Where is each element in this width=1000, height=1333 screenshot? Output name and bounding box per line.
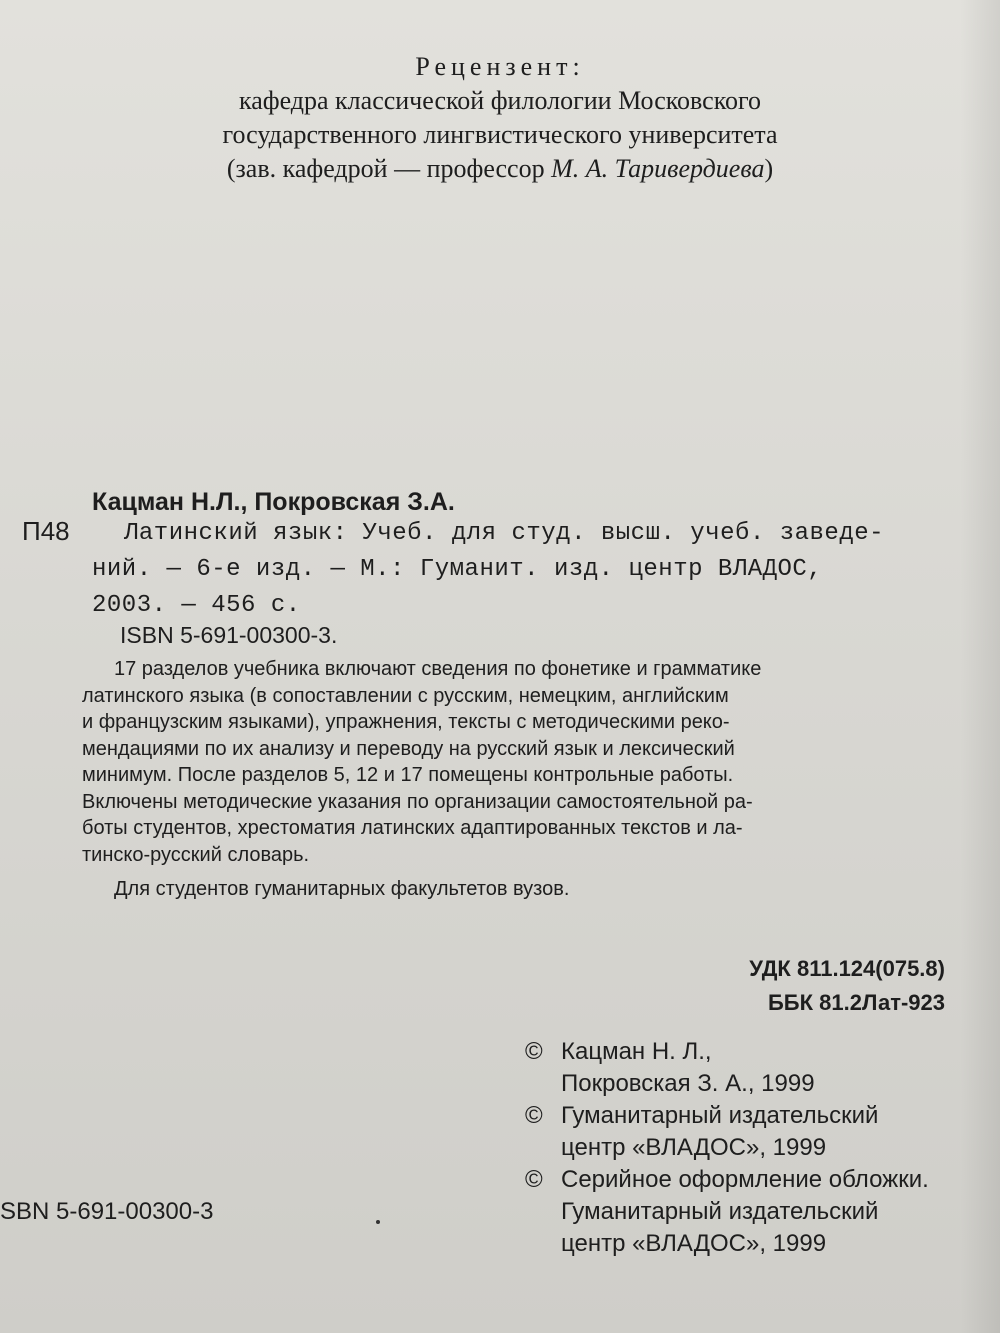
annotation-audience: Для студентов гуманитарных факультетов вузов. — [114, 878, 570, 900]
annotation-line: минимум. После разделов 5, 12 и 17 помещены контрольные работы. — [82, 764, 734, 786]
annotation-line: 17 разделов учебника включают сведения по фонетике и грамматике — [114, 658, 762, 680]
annotation-line: и французским языками), упражнения, тексты с методическими реко- — [82, 711, 730, 733]
copyright-line: центр «ВЛАДОС», 1999 — [561, 1230, 827, 1257]
catalog-code: П48 — [22, 516, 70, 546]
annotation-line: мендациями по их анализу и переводу на русский язык и лексический — [82, 737, 735, 760]
annotation-line: Включены методические указания по организации самостоятельной ра- — [82, 790, 753, 813]
reviewer-head-name: М. А. Таривердиева — [551, 154, 765, 183]
annotation-line: боты студентов, хрестоматия латинских адаптированных текстов и ла- — [82, 817, 743, 839]
catalog-title — [92, 516, 952, 624]
copyright-symbol: © — [525, 1038, 543, 1065]
copyright-entry — [525, 1100, 929, 1164]
copyright-line: Гуманитарный издательский — [561, 1102, 879, 1129]
annotation-line: латинского языка (в сопоставлении с русским, немецким, английским — [82, 684, 729, 707]
catalog-authors: Кацман Н.Л., Покровская З.А. — [92, 488, 455, 516]
title-line: Латинский язык: Учеб. для студ. высш. учеб. заведе- — [124, 520, 885, 547]
copyright-symbol: © — [525, 1166, 543, 1193]
copyright-entry — [525, 1164, 929, 1260]
copyright-line: Гуманитарный издательский — [561, 1198, 879, 1225]
copyright-line: Покровская З. А., 1999 — [561, 1070, 815, 1097]
title-line: ний. — 6-е изд. — М.: Гуманит. изд. центр ВЛАДОС, — [92, 556, 823, 583]
bottom-isbn: SBN 5-691-00300-3 — [0, 1198, 214, 1225]
copyright-block — [525, 1036, 929, 1260]
paper-speck — [376, 1220, 380, 1224]
copyright-line: Кацман Н. Л., — [561, 1038, 712, 1065]
catalog-annotation — [82, 656, 952, 903]
title-line: 2003. — 456 с. — [92, 592, 301, 619]
reviewer-block — [120, 50, 880, 186]
page-shadow — [960, 0, 1000, 1333]
udk-code: УДК 811.124(075.8) — [749, 956, 945, 981]
reviewer-heading: Рецензент: — [415, 52, 585, 81]
reviewer-line-3-suffix: ) — [764, 154, 774, 183]
classification-codes — [749, 952, 945, 1020]
copyright-entry — [525, 1036, 929, 1100]
copyright-line: центр «ВЛАДОС», 1999 — [561, 1134, 827, 1161]
reviewer-line-1: кафедра классической филологии Московского — [238, 86, 762, 115]
catalog-isbn: ISBN 5-691-00300-3. — [120, 622, 338, 648]
annotation-line: тинско-русский словарь. — [82, 843, 310, 866]
reviewer-line-3-prefix: (зав. кафедрой — профессор — [226, 154, 552, 183]
bbk-code: ББК 81.2Лат-923 — [767, 990, 945, 1015]
reviewer-line-2: государственного лингвистического университета — [222, 120, 778, 149]
reviewer-line-3 — [120, 152, 880, 186]
copyright-symbol: © — [525, 1102, 543, 1129]
copyright-line: Серийное оформление обложки. — [561, 1166, 929, 1193]
